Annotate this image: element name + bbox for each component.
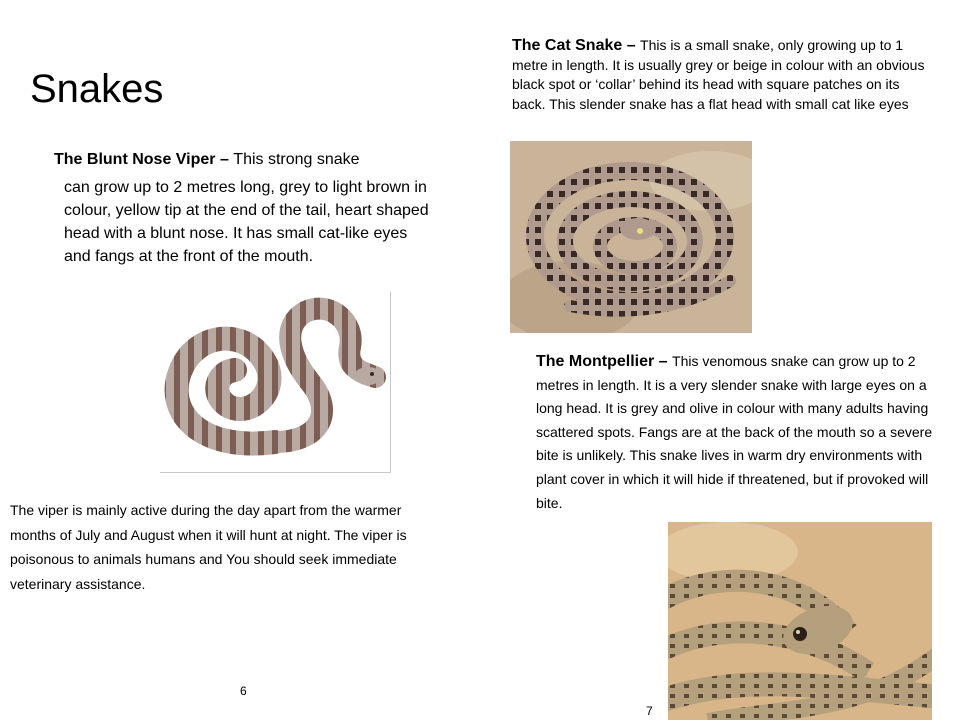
blunt-nose-viper-name: The Blunt Nose Viper – bbox=[54, 151, 234, 168]
montpellier-heading: The Montpellier – bbox=[536, 353, 673, 370]
page-title: Snakes bbox=[30, 67, 164, 111]
page-number-left: 6 bbox=[240, 684, 247, 698]
cat-snake-text bbox=[512, 36, 932, 114]
blunt-nose-viper-description: can grow up to 2 metres long, grey to light brown in colour, yellow tip at the end of the tail, heart shaped head with a blunt nose. It has small cat-like eyes and fangs at the front of the mouth. bbox=[64, 179, 429, 265]
page-number-right: 7 bbox=[646, 704, 653, 718]
montpellier-snake-image bbox=[668, 522, 932, 720]
blunt-nose-viper-heading bbox=[54, 148, 360, 172]
montpellier-text bbox=[536, 350, 956, 515]
blunt-nose-viper-image bbox=[160, 292, 391, 473]
cat-snake-description: This is a small snake, only growing up to 1 metre in length. It is usually grey or beige in colour with an obvious black spot or ‘collar’ behind its head with square patches on its back. This slender snake has a flat head with small cat like eyes bbox=[512, 37, 925, 112]
blunt-nose-viper-heading-rest: This strong snake bbox=[233, 151, 360, 168]
cat-snake-heading: The Cat Snake – bbox=[512, 37, 641, 54]
montpellier-description: This venomous snake can grow up to 2 metres in length. It is a very slender snake with large eyes on a long head. It is grey and olive in colour with many adults having scattered spots. Fangs are at the back of the mouth so a severe bite is unlikely. This snake lives in warm dry environments with plant cover in which it will hide if threatened, but if provoked will bite. bbox=[536, 353, 933, 511]
cat-snake-image bbox=[510, 141, 752, 333]
viper-activity-note: The viper is mainly active during the day apart from the warmer months of July and August when it will hunt at night. The viper is poisonous to animals humans and You should seek immediate veterinary assistance. bbox=[10, 502, 407, 592]
